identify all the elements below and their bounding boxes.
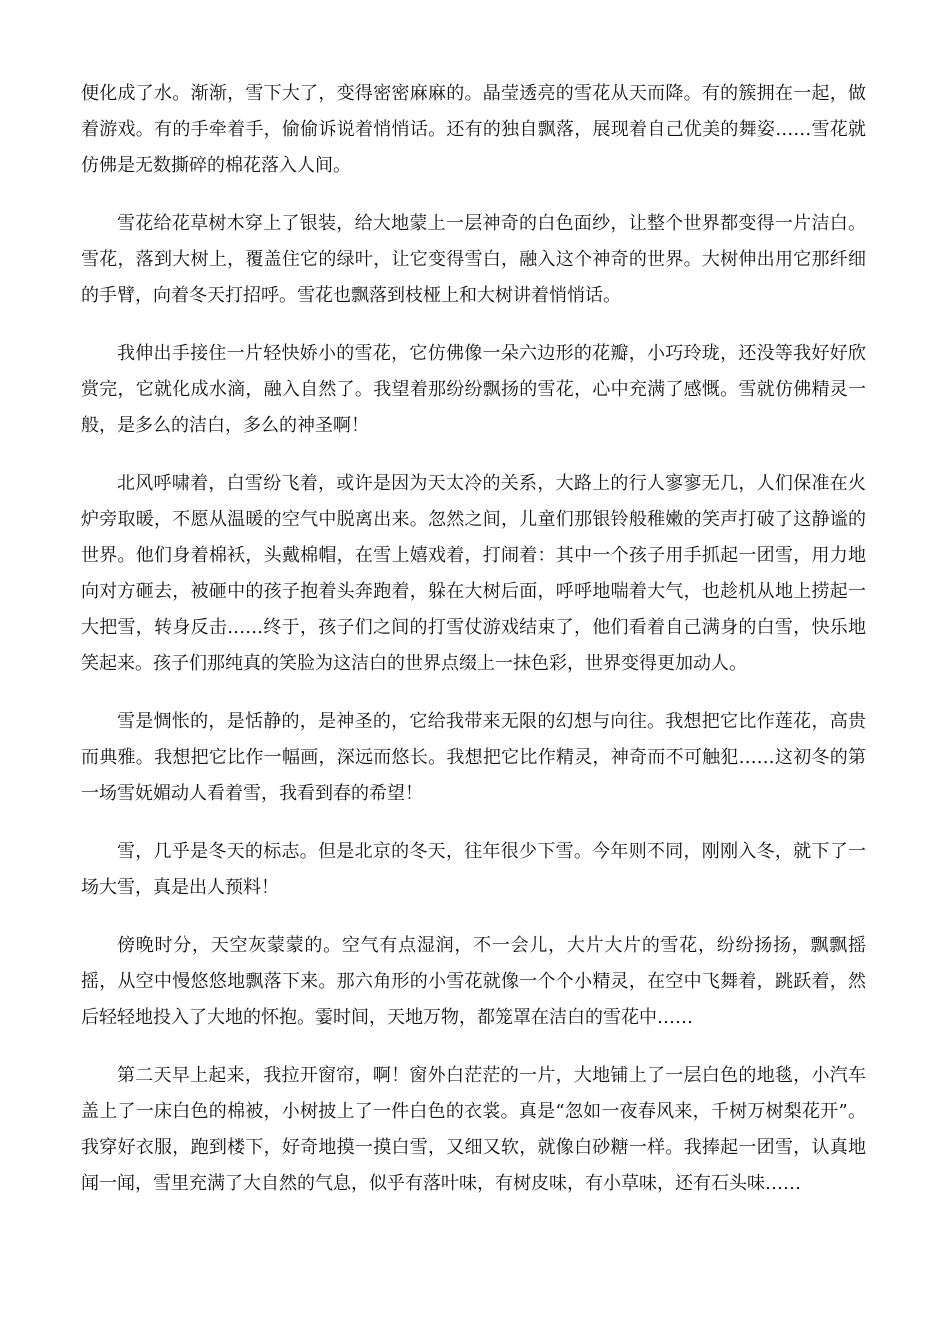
paragraph-4: 北风呼啸着，白雪纷飞着，或许是因为天太冷的关系，大路上的行人寥寥无几，人们保准在火炉旁取暖，不愿从温暖的空气中脱离出来。忽然之间，儿童们那银铃般稚嫩的笑声打破了这静谧的世界。他们身着棉袄，头戴棉帽，在雪上嬉戏着，打闹着：其中一个孩子用手抓起一团雪，用力地向对方砸去，被砸中的孩子抱着头奔跑着，躲在大树后面，呼呼地喘着大气，也趁机从地上捞起一大把雪，转身反击……终于，孩子们之间的打雪仗游戏结束了，他们看着自己满身的白雪，快乐地笑起来。孩子们那纯真的笑脸为这洁白的世界点缀上一抹色彩，世界变得更加动人。 (81, 473, 866, 674)
paragraph-5: 雪是惆怅的，是恬静的，是神圣的，它给我带来无限的幻想与向往。我想把它比作莲花，高贵而典雅。我想把它比作一幅画，深远而悠长。我想把它比作精灵，神奇而不可触犯……这初冬的第一场雪妩媚动人看着雪，我看到春的希望！ (81, 711, 866, 804)
paragraph-1: 便化成了水。渐渐，雪下大了，变得密密麻麻的。晶莹透亮的雪花从天而降。有的簇拥在一起，做着游戏。有的手牵着手，偷偷诉说着悄悄话。还有的独自飘落，展现着自己优美的舞姿……雪花就仿佛是无数撕碎的棉花落入人间。 (81, 83, 866, 176)
paragraph-6: 雪，几乎是冬天的标志。但是北京的冬天，往年很少下雪。今年则不同，刚刚入冬，就下了一场大雪，真是出人预料！ (81, 841, 866, 898)
paragraph-8: 第二天早上起来，我拉开窗帘，啊！窗外白茫茫的一片，大地铺上了一层白色的地毯，小汽车盖上了一床白色的棉被，小树披上了一件白色的衣裳。真是“忽如一夜春风来，千树万树梨花开”。我穿好衣服，跑到楼下，好奇地摸一摸白雪，又细又软，就像白砂糖一样。我捧起一团雪，认真地闻一闻，雪里充满了大自然的气息，似乎有落叶味，有树皮味，有小草味，还有石头味…… (81, 1065, 866, 1194)
paragraph-3: 我伸出手接住一片轻快娇小的雪花，它仿佛像一朵六边形的花瓣，小巧玲珑，还没等我好好欣赏完，它就化成水滴，融入自然了。我望着那纷纷飘扬的雪花，心中充满了感慨。雪就仿佛精灵一般，是多么的洁白，多么的神圣啊！ (81, 343, 866, 436)
paragraph-2: 雪花给花草树木穿上了银装，给大地蒙上一层神奇的白色面纱，让整个世界都变得一片洁白。雪花，落到大树上，覆盖住它的绿叶，让它变得雪白，融入这个神奇的世界。大树伸出用它那纤细的手臂，向着冬天打招呼。雪花也飘落到枝桠上和大树讲着悄悄话。 (81, 213, 866, 306)
document-page (81, 76, 866, 1224)
paragraph-7: 傍晚时分，天空灰蒙蒙的。空气有点湿润，不一会儿，大片大片的雪花，纷纷扬扬，飘飘摇摇，从空中慢悠悠地飘落下来。那六角形的小雪花就像一个个小精灵，在空中飞舞着，跳跃着，然后轻轻地投入了大地的怀抱。霎时间，天地万物，都笼罩在洁白的雪花中…… (81, 935, 866, 1028)
